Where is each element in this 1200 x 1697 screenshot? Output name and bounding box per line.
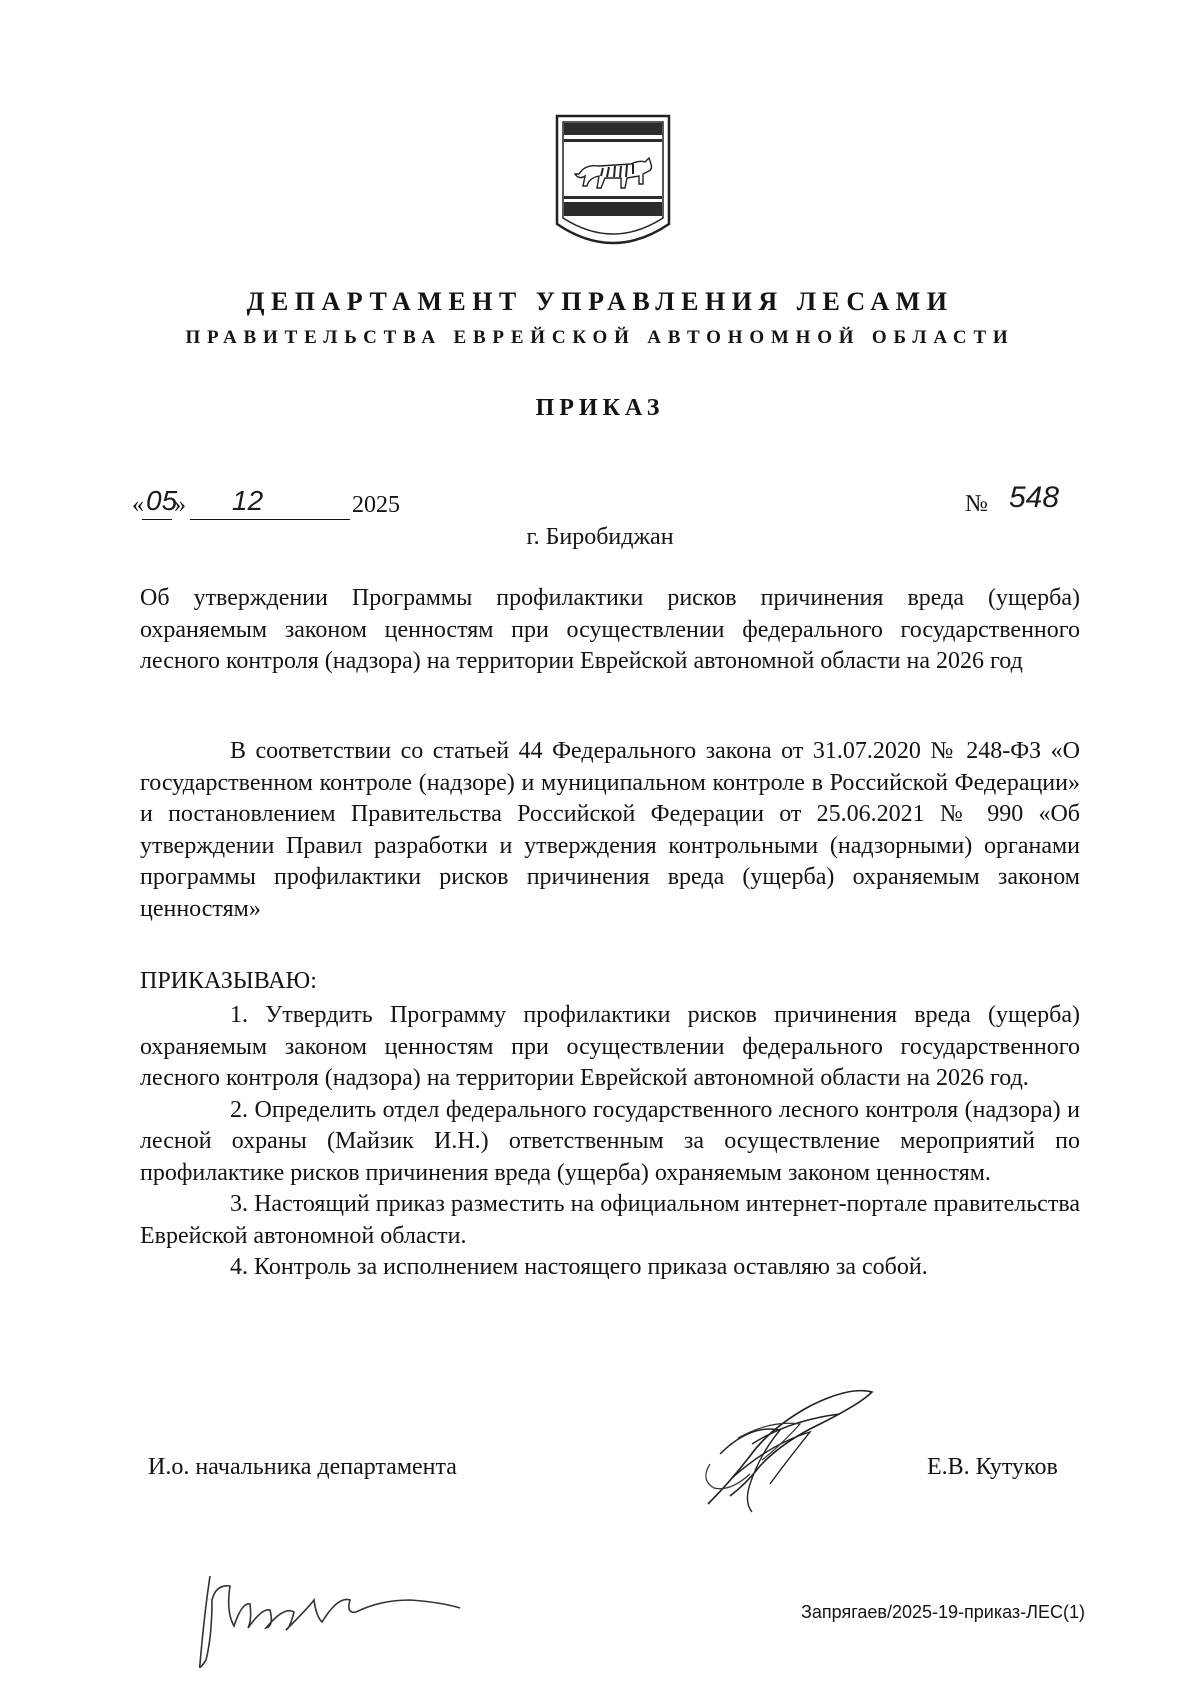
- signer-name: Е.В. Кутуков: [927, 1454, 1058, 1480]
- order-item: 4. Контроль за исполнением настоящего приказа оставляю за собой.: [230, 1254, 928, 1280]
- date-month: 12: [232, 485, 264, 516]
- preamble: [140, 736, 1080, 925]
- approval-signature: [190, 1556, 470, 1676]
- order-item: 2. Определить отдел федерального государственного лесного контроля (надзора) и лесной охраны (Майзик И.Н.) ответственным за осуществление мероприятий по профилактике рисков причинения вреда (ущерба) охраняемым законом ценностям.: [140, 1096, 1080, 1186]
- coat-of-arms-tiger-icon: [553, 112, 673, 249]
- subject-text: Об утверждении Программы профилактики рисков причинения вреда (ущерба) охраняемым законом ценностям при осуществлении федерального государственного лесного контроля (надзора) на территории Еврейской автономной области на 2026 год: [140, 585, 1080, 674]
- document-type: ПРИКАЗ: [535, 395, 665, 421]
- date-year: 2025: [352, 492, 400, 518]
- government-subtitle: ПРАВИТЕЛЬСТВА ЕВРЕЙСКОЙ АВТОНОМНОЙ ОБЛАСТИ: [185, 327, 1015, 348]
- document-registration-id: Запрягаев/2025-19-приказ-ЛЕС(1): [801, 1602, 1085, 1622]
- number-sign: №: [965, 491, 988, 517]
- order-date: [132, 485, 440, 522]
- date-quote-close: »: [174, 492, 186, 518]
- order-item: 3. Настоящий приказ разместить на официальном интернет-портале правительства Еврейской автономной области.: [140, 1191, 1080, 1249]
- signer-title: И.о. начальника департамента: [148, 1454, 457, 1480]
- order-number-value: 548: [1009, 481, 1060, 514]
- order-number: [965, 481, 1085, 524]
- date-day: 05: [146, 485, 178, 516]
- department-title: ДЕПАРТАМЕНТ УПРАВЛЕНИЯ ЛЕСАМИ: [246, 287, 954, 316]
- preamble-text: В соответствии со статьей 44 Федерального закона от 31.07.2020 № 248-ФЗ «О государственном контроле (надзоре) и муниципальном контроле в Российской Федерации» и постановлением Правительства Российской Федерации от 25.06.2021 № 990 «Об утверждении Правил разработки и утверждения контрольными (надзорными) органами программы профилактики рисков причинения вреда (ущерба) охраняемым законом ценностям»: [140, 738, 1080, 922]
- order-item: 1. Утвердить Программу профилактики рисков причинения вреда (ущерба) охраняемым законом ценностям при осуществлении федерального государственного лесного контроля (надзора) на территории Еврейской автономной области на 2026 год.: [140, 1002, 1080, 1091]
- order-word: ПРИКАЗЫВАЮ:: [140, 968, 317, 994]
- order-items: [140, 1000, 1080, 1284]
- handwritten-signature: [690, 1384, 900, 1519]
- order-subject: [140, 583, 1080, 678]
- city: г. Биробиджан: [526, 524, 674, 550]
- date-quote-open: «: [132, 492, 144, 518]
